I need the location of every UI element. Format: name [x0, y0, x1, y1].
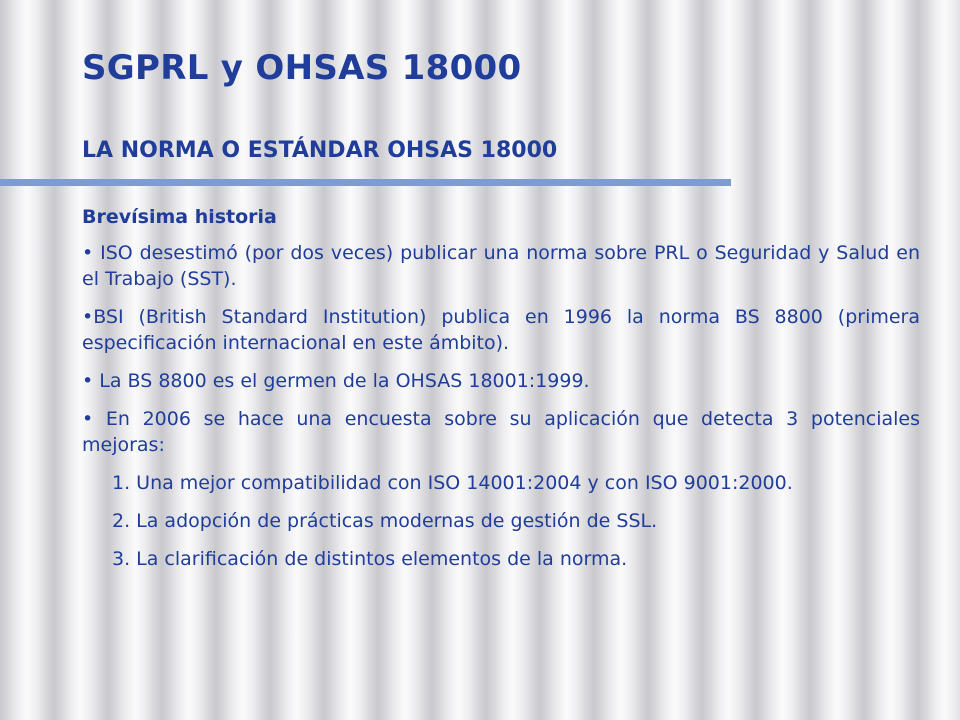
bullet-paragraph: • En 2006 se hace una encuesta sobre su aplicación que detecta 3 potenciales mejoras:: [82, 408, 920, 456]
slide-subtitle: LA NORMA O ESTÁNDAR OHSAS 18000: [82, 138, 558, 163]
bullet-paragraph: •BSI (British Standard Institution) publica en 1996 la norma BS 8800 (primera especificación internacional en este ámbito).: [82, 306, 920, 354]
divider-rule: [0, 179, 731, 186]
bullet-paragraph: • La BS 8800 es el germen de la OHSAS 18001:1999.: [82, 370, 590, 392]
improvement-item: 1. Una mejor compatibilidad con ISO 14001:2004 y con ISO 9001:2000.: [112, 472, 793, 494]
improvement-item: 2. La adopción de prácticas modernas de gestión de SSL.: [112, 510, 658, 532]
slide-content: [82, 204, 920, 584]
improvement-item: 3. La clarificación de distintos elementos de la norma.: [112, 548, 628, 570]
history-heading: Brevísima historia: [82, 206, 277, 228]
bullet-paragraph: • ISO desestimó (por dos veces) publicar una norma sobre PRL o Seguridad y Salud en el Trabajo (SST).: [82, 242, 920, 290]
slide-title: SGPRL y OHSAS 18000: [82, 48, 522, 88]
